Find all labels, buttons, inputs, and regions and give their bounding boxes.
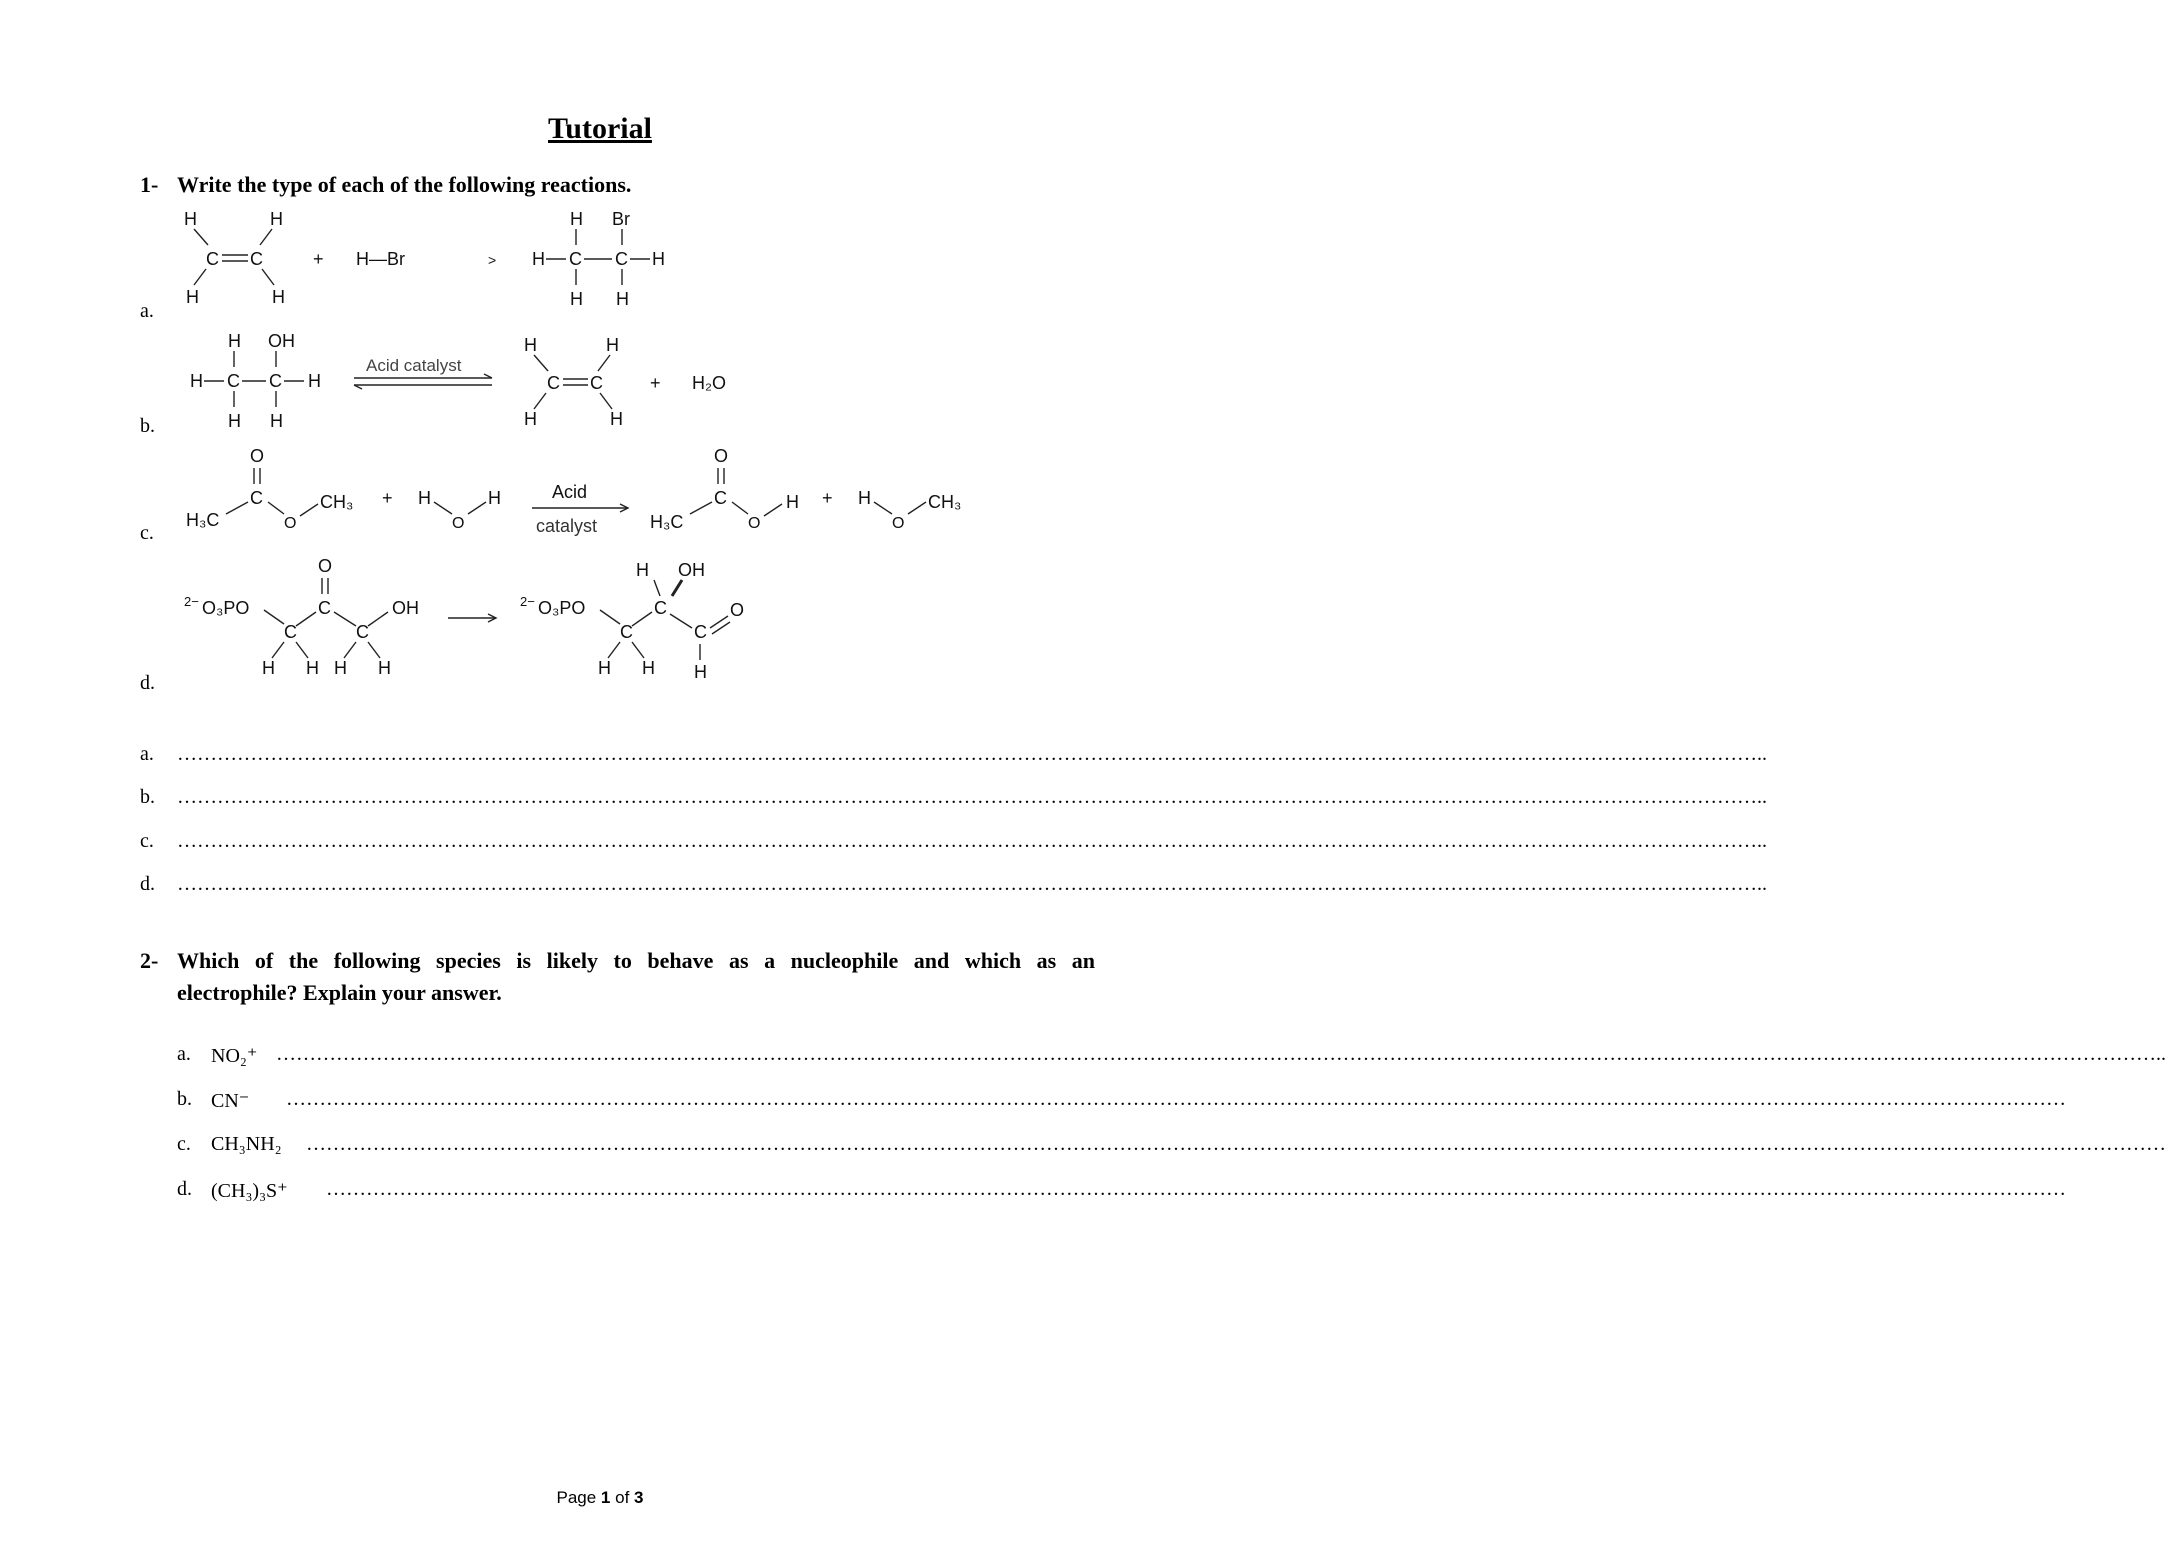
species-c-answer-line[interactable]: ……………………………………………………………………………………………………………………………………………………………………………………………………………………………………………………… (306, 1133, 2166, 1155)
footer-prefix: Page (556, 1488, 597, 1507)
reaction-a-plus: + (313, 249, 324, 269)
answer-a-label: a. (140, 743, 154, 765)
species-b-answer-line[interactable]: …………………………………………………………………………………………………………………………………………………………………………………………………………………………………………… (286, 1088, 2066, 1110)
species-b-label: b. (177, 1088, 192, 1110)
svg-text:OH: OH (678, 560, 705, 580)
reaction-c-diagram (180, 442, 1000, 542)
svg-text:O₃PO: O₃PO (538, 598, 586, 618)
answer-c-line[interactable]: ………………………………………………………………………………………………………………………………………………………………………………………………………………….. (177, 830, 1767, 852)
svg-text:C: C (269, 371, 282, 391)
species-a-label: a. (177, 1043, 191, 1065)
svg-text:O: O (250, 446, 265, 466)
svg-text:H: H (378, 658, 391, 678)
svg-text:C: C (250, 249, 263, 269)
svg-text:O: O (730, 600, 745, 620)
svg-text:C: C (714, 488, 727, 508)
svg-text:H: H (636, 560, 649, 580)
page-title: Tutorial (548, 112, 652, 145)
svg-text:CH₃: CH₃ (928, 492, 962, 512)
page-footer (0, 1488, 1200, 1508)
svg-text:H: H (642, 658, 655, 678)
svg-text:H: H (272, 287, 285, 307)
svg-text:C: C (227, 371, 240, 391)
svg-text:H: H (262, 658, 275, 678)
svg-text:H: H (270, 209, 283, 229)
svg-text:O: O (714, 446, 729, 466)
reaction-d-label: d. (140, 672, 155, 694)
reaction-b-plus: + (650, 373, 661, 393)
question-2-text-line2: electrophile? Explain your answer. (177, 980, 502, 1005)
svg-text:H: H (418, 488, 431, 508)
svg-text:C: C (615, 249, 628, 269)
species-d-formula: (CH₃)₃S⁺ (211, 1180, 288, 1202)
svg-text:H: H (184, 209, 197, 229)
svg-text:H: H (334, 658, 347, 678)
reaction-b-condition: Acid catalyst (366, 356, 462, 375)
reaction-b-label: b. (140, 415, 155, 437)
svg-text:O: O (892, 515, 905, 532)
footer-total-pages: 3 (634, 1488, 644, 1507)
svg-text:C: C (654, 598, 667, 618)
reaction-c-plus-1: + (382, 488, 393, 508)
svg-text:OH: OH (268, 331, 295, 351)
svg-text:CH₃: CH₃ (320, 492, 354, 512)
reaction-b-diagram (170, 325, 770, 435)
svg-text:H: H (694, 662, 707, 682)
reaction-a-label: a. (140, 300, 154, 322)
reaction-c-condition-bottom: catalyst (536, 516, 598, 536)
svg-text:2−: 2− (520, 594, 535, 609)
svg-text:H: H (616, 289, 629, 309)
question-2-text-line1: Which of the following species is likely to behave as a nucleophile and which as an (177, 948, 1095, 973)
answer-d-line[interactable]: ………………………………………………………………………………………………………………………………………………………………………………………………………………….. (177, 873, 1767, 895)
reaction-d-diagram (180, 550, 780, 685)
reaction-b-product: H₂O (692, 373, 726, 393)
species-a-formula: NO₂⁺ (211, 1045, 258, 1067)
svg-text:O: O (318, 556, 333, 576)
svg-text:H: H (190, 371, 203, 391)
svg-text:Br: Br (612, 209, 630, 229)
svg-text:2−: 2− (184, 594, 199, 609)
answer-b-line[interactable]: ………………………………………………………………………………………………………………………………………………………………………………………………………………….. (177, 786, 1767, 808)
svg-text:H: H (228, 411, 241, 431)
svg-text:H: H (270, 411, 283, 431)
svg-text:H: H (570, 289, 583, 309)
species-b-formula: CN⁻ (211, 1090, 250, 1112)
svg-text:H: H (606, 335, 619, 355)
footer-page-number: 1 (600, 1488, 611, 1507)
answer-c-label: c. (140, 830, 154, 852)
svg-text:H₃C: H₃C (650, 512, 684, 532)
reaction-c-condition-top: Acid (552, 482, 588, 502)
svg-text:O₃PO: O₃PO (202, 598, 250, 618)
svg-text:H: H (786, 492, 799, 512)
svg-text:H: H (652, 249, 665, 269)
svg-text:H: H (570, 209, 583, 229)
svg-text:H: H (598, 658, 611, 678)
footer-of: of (615, 1488, 630, 1507)
svg-text:H: H (228, 331, 241, 351)
reaction-a-arrow: > (488, 252, 497, 268)
svg-text:H: H (532, 249, 545, 269)
species-d-label: d. (177, 1178, 192, 1200)
svg-text:H: H (186, 287, 199, 307)
svg-text:C: C (284, 622, 297, 642)
svg-text:H: H (610, 409, 623, 429)
svg-text:H: H (524, 335, 537, 355)
question-1-number: 1- (140, 172, 159, 197)
svg-text:O: O (284, 515, 297, 532)
svg-text:H: H (524, 409, 537, 429)
reaction-a-diagram (170, 205, 690, 320)
answer-d-label: d. (140, 873, 155, 895)
species-d-answer-line[interactable]: ……………………………………………………………………………………………………………………………………………………………………………………………………………………………………… (326, 1178, 2066, 1200)
question-2-number: 2- (140, 948, 159, 973)
svg-text:H: H (488, 488, 501, 508)
svg-text:H: H (308, 371, 321, 391)
svg-text:C: C (318, 598, 331, 618)
svg-text:H: H (858, 488, 871, 508)
svg-text:C: C (250, 488, 263, 508)
svg-text:C: C (590, 373, 603, 393)
answer-a-line[interactable]: ………………………………………………………………………………………………………………………………………………………………………………………………………………….. (177, 743, 1767, 765)
svg-text:C: C (620, 622, 633, 642)
svg-text:C: C (206, 249, 219, 269)
question-1-text: Write the type of each of the following reactions. (177, 172, 632, 197)
species-c-formula: CH₃NH₂ (211, 1133, 282, 1155)
svg-text:O: O (748, 515, 761, 532)
svg-text:C: C (547, 373, 560, 393)
reaction-c-label: c. (140, 522, 154, 544)
svg-text:C: C (694, 622, 707, 642)
svg-text:C: C (356, 622, 369, 642)
svg-text:H₃C: H₃C (186, 510, 220, 530)
reaction-a-reagent: H—Br (356, 249, 405, 269)
species-c-label: c. (177, 1133, 191, 1155)
svg-text:H: H (306, 658, 319, 678)
svg-text:C: C (569, 249, 582, 269)
species-a-answer-line[interactable]: ………………………………………………………………………………………………………………………………………………………………………………………………………………………………………………………….. (276, 1043, 2166, 1065)
answer-b-label: b. (140, 786, 155, 808)
svg-text:O: O (452, 515, 465, 532)
reaction-c-plus-2: + (822, 488, 833, 508)
svg-text:OH: OH (392, 598, 419, 618)
